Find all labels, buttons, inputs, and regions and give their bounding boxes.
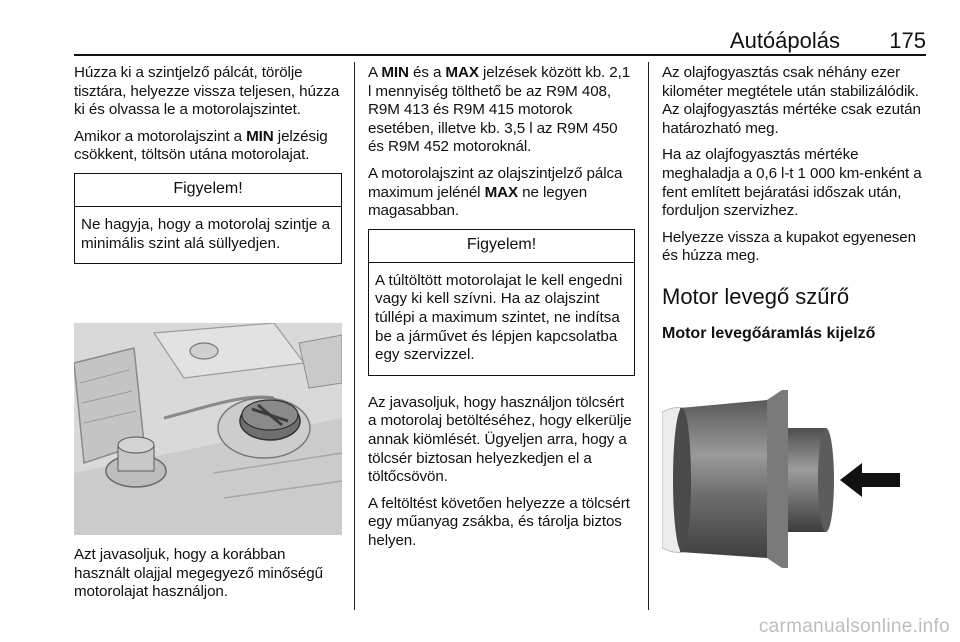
engine-bay-illustration	[74, 323, 342, 535]
bold-text: MIN	[381, 64, 409, 81]
paragraph: Az olajfogyasztás csak néhány ezer kilométer megtétele után stabilizálódik. Az olajfogyasztás mértéke csak ezután határozható meg.	[662, 64, 921, 137]
header-title: Autóápolás	[729, 28, 840, 53]
warning-text: Ne hagyja, hogy a motorolaj szintje a minimális szint alá süllyedjen.	[81, 215, 331, 252]
text-run: A	[368, 64, 382, 81]
engine-oil-cap-photo	[74, 323, 342, 535]
warning-title: Figyelem!	[369, 230, 634, 263]
column-divider	[354, 62, 355, 610]
subsection-heading: Motor levegőáramlás kijelző	[662, 324, 876, 342]
air-flow-indicator-illustration	[662, 360, 926, 570]
warning-text: A túltöltött motorolajat le kell engedni vagy ki kell szívni. Ha az olajszint túllépi a maximum szintet, ne indítsa be a járművet és lépjen kapcsolatba egy szervizzel.	[375, 271, 623, 364]
bold-text: MAX	[484, 183, 519, 201]
page-header	[74, 28, 926, 54]
text-run: A motorolajszint az olajszintjelző pálca maximum jelénél	[368, 164, 623, 201]
paragraph	[74, 128, 342, 165]
column-2	[368, 64, 635, 558]
bold-text: MAX	[445, 64, 479, 81]
paragraph	[368, 165, 635, 221]
header-rule	[74, 54, 926, 56]
paragraph: Az javasoljuk, hogy használjon tölcsért a motorolaj betöltéséhez, hogy elkerülje annak kiömlését. Ügyeljen arra, hogy a tölcsér biztosan helyezkedjen el a töltőcsövön.	[368, 393, 632, 486]
air-flow-indicator-image	[662, 360, 926, 570]
section-heading: Motor levegő szűrő	[662, 283, 850, 309]
text-run: Amikor a motorolajszint a	[74, 127, 247, 145]
paragraph: Húzza ki a szintjelző pálcát, törölje tisztára, helyezze vissza teljesen, húzza ki és olvassa le a motorolajszintet.	[74, 64, 340, 119]
warning-box	[368, 229, 635, 376]
paragraph: Helyezze vissza a kupakot egyenesen és húzza meg.	[662, 228, 916, 265]
column-3	[662, 64, 928, 344]
column-divider	[648, 62, 649, 610]
warning-box	[74, 173, 342, 264]
paragraph: A feltöltést követően helyezze a tölcsért egy műanyag zsákba, és tárolja biztos helyen.	[368, 494, 630, 549]
text-run: jelzések között kb. 2,1 l mennyiség tölthető be az R9M 408, R9M 413 és R9M 415 motorok esetében, illetve kb. 3,5 l az R9M 450 és R9M 452 motoroknál.	[368, 64, 631, 156]
text-run: és a	[408, 64, 446, 81]
paragraph: Azt javasoljuk, hogy a korábban használt olajjal megegyező minőségű motorolajat használjon.	[74, 546, 323, 601]
warning-title: Figyelem!	[75, 174, 341, 207]
page-number: 175	[889, 28, 926, 53]
bold-text: MIN	[246, 127, 274, 145]
paragraph: Ha az olajfogyasztás mértéke meghaladja a 0,6 l-t 1 000 km-enként a fent említett bejáratási időszak után, forduljon szervizhez.	[662, 146, 922, 220]
watermark: carmanualsonline.info	[758, 616, 950, 637]
text-run: jelzésig csökkent, töltsön utána motorolajat.	[74, 127, 328, 164]
text-run: ne legyen magasabban.	[368, 183, 588, 220]
column-1-bottom	[74, 546, 342, 610]
column-1	[74, 64, 342, 264]
paragraph	[368, 64, 635, 157]
